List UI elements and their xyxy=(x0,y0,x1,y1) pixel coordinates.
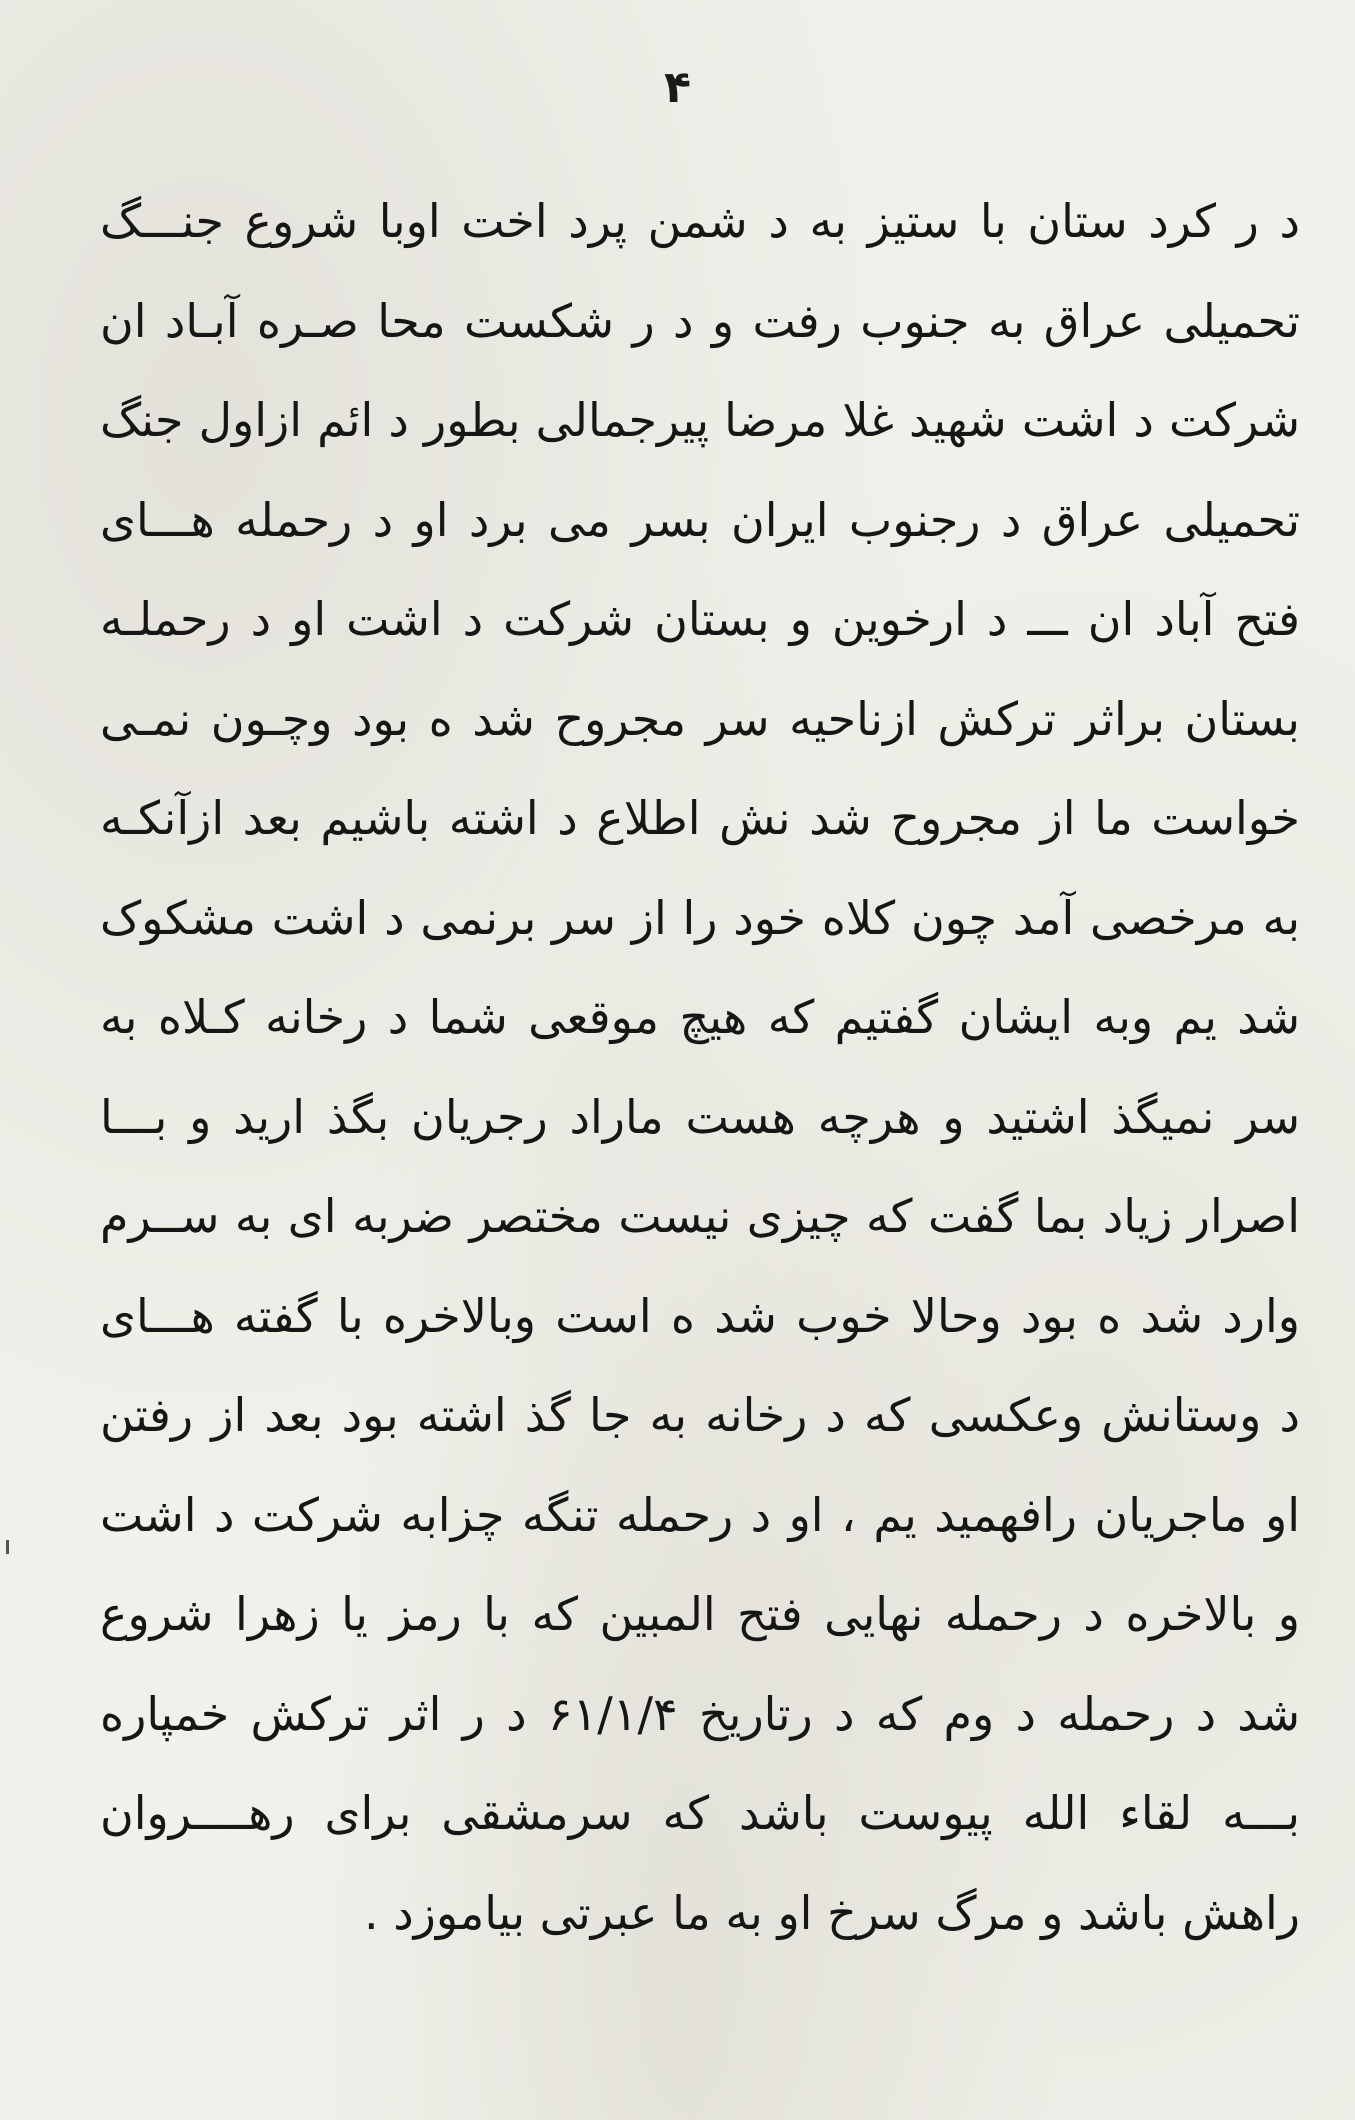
text-line-5: فتح آباد ان ـــ د ارخوین و بستان شرکت د اشت او د رحملـه xyxy=(100,592,1300,646)
text-line-13: د وستانش وعکسی که د رخانه به جا گذ اشته بود بعد از رفتن xyxy=(100,1388,1300,1442)
text-line-11: اصرار زیاد بما گفت که چیزی نیست مختصر ضربه ای به ســرم xyxy=(100,1189,1300,1243)
text-line-16: شد د رحمله د وم که د رتاریخ ۶۱/۱/۴ د ر اثر ترکش خمپاره xyxy=(100,1686,1300,1741)
page-number: ۴ xyxy=(664,62,691,113)
text-line-2: تحمیلی عراق به جنوب رفت و د ر شکست محا صـره آبـاد ان xyxy=(100,293,1300,348)
body-paragraph xyxy=(100,172,1300,1963)
text-line-7: خواست ما از مجروح شد نش اطلاع د اشته باشیم بعد ازآنکـه xyxy=(100,791,1300,845)
text-line-17: بـــه لقاء الله پیوست باشد که سرمشقی برای رهــــروان xyxy=(100,1786,1300,1840)
text-line-18: راهش باشد و مرگ سرخ او به ما عبرتی بیاموزد . xyxy=(363,1885,1300,1940)
text-line-4: تحمیلی عراق د رجنوب ایران بسر می برد او د رحمله هـــای xyxy=(100,492,1300,547)
text-line-3: شرکت د اشت شهید غلا مرضا پیرجمالی بطور د ائم ازاول جنگ xyxy=(100,393,1300,447)
text-line-12: وارد شد ه بود وحالا خوب شد ه است وبالاخره با گفته هـــای xyxy=(100,1288,1300,1343)
text-line-6: بستان براثر ترکش ازناحیه سر مجروح شد ه بود وچـون نمـی xyxy=(100,691,1300,746)
text-line-15: و بالاخره د رحمله نهایی فتح المبین که با رمز یا زهرا شروع xyxy=(100,1587,1300,1641)
text-line-14: او ماجریان رافهمید یم ، او د رحمله تنگه چزابه شرکت د اشت xyxy=(100,1487,1300,1542)
text-line-8: به مرخصی آمد چون کلاه خود را از سر برنمی د اشت مشکوک xyxy=(100,890,1300,945)
text-line-10: سر نمیگذ اشتید و هرچه هست ماراد رجریان بگذ ارید و بـــا xyxy=(100,1089,1300,1144)
text-line-9: شد یم وبه ایشان گفتیم که هیچ موقعی شما د رخانه کـلاه به xyxy=(100,990,1300,1044)
text-line-1: د ر کرد ستان با ستیز به د شمن پرد اخت اوبا شروع جنـــگ xyxy=(100,194,1300,248)
margin-mark xyxy=(6,1540,9,1554)
